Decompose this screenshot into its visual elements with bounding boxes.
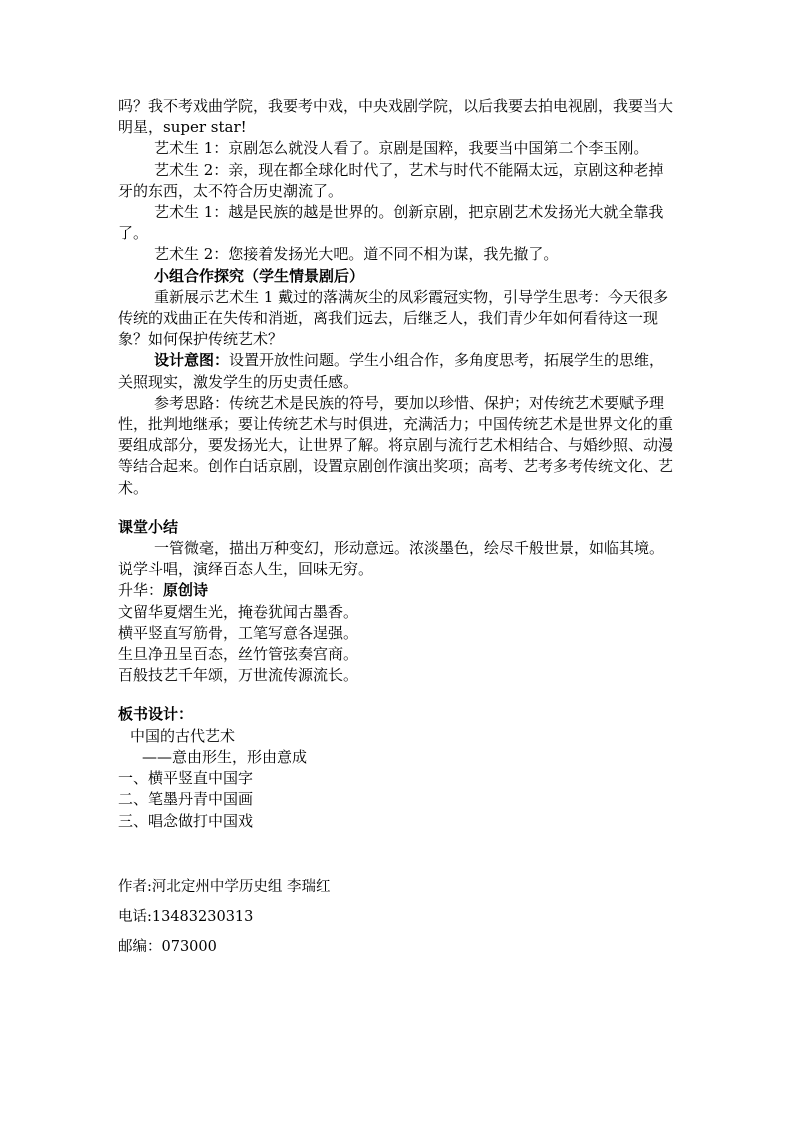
group-inquiry-heading: 小组合作探究（学生情景剧后） [154, 266, 365, 285]
group-inquiry-body: 重新展示艺术生 1 戴过的落满灰尘的凤彩霞冠实物，引导学生思考：今天很多传统的戏曲正在失传和消逝，离我们远去，后继乏人，我们青少年如何看待这一现象？如何保护传统艺术？ [118, 287, 669, 349]
dialogue-student1-a: 艺术生 1：京剧怎么就没人看了。京剧是国粹，我要当中国第二个李玉刚。 [154, 139, 649, 158]
spacer [118, 686, 678, 704]
original-poem-label: 原创诗 [163, 581, 209, 600]
dialogue-student2-a: 艺术生 2：亲，现在都全球化时代了，艺术与时代不能隔太远，京剧这种老掉牙的东西，太不符合历史潮流了。 [118, 160, 664, 200]
board-title: 中国的古代艺术 [130, 726, 236, 745]
upgrade-prefix: 升华： [118, 581, 164, 600]
author-line: 作者:河北定州中学历史组 李瑞红 [118, 878, 331, 895]
design-intent-text: 设置开放性问题。学生小组合作，多角度思考，拓展学生的思维，关照现实，激发学生的历史责任感。 [118, 351, 665, 391]
board-subtitle: ——意由形生，形由意成 [142, 747, 308, 766]
dialogue-student2-b: 艺术生 2：您接着发扬光大吧。道不同不相为谋，我先撤了。 [154, 245, 559, 264]
poem-line: 文留华夏熠生光，掩卷犹闻古墨香。 [118, 602, 359, 621]
poem-line: 横平竖直写筋骨，工笔写意各逞强。 [118, 623, 359, 642]
document-page [118, 96, 678, 962]
design-intent-paragraph [118, 350, 678, 392]
board-item: 三、唱念做打中国戏 [118, 811, 254, 830]
summary-line-1: 一管微毫，描出万种变幻，形动意远。浓淡墨色，绘尽千般世景，如临其境。 [154, 539, 665, 558]
board-item: 一、横平竖直中国字 [118, 769, 254, 788]
spacer [118, 832, 678, 872]
poem-line: 百般技艺千年颂，万世流传源流长。 [118, 666, 359, 685]
opening-continued-line: 吗？我不考戏曲学院，我要考中戏，中央戏剧学院，以后我要去拍电视剧，我要当大明星，super star! [118, 97, 674, 137]
design-intent-label: 设计意图： [154, 351, 230, 370]
board-item: 二、笔墨丹青中国画 [118, 790, 254, 809]
upgrade-line [118, 580, 678, 601]
summary-line-2: 说学斗唱，演绎百态人生，回味无穷。 [118, 560, 374, 579]
dialogue-student1-b: 艺术生 1：越是民族的越是世界的。创新京剧，把京剧艺术发扬光大就全靠我了。 [118, 203, 664, 243]
poem-line: 生旦净丑呈百态，丝竹管弦奏宫商。 [118, 645, 359, 664]
reference-ideas-paragraph: 参考思路：传统艺术是民族的符号，要加以珍惜、保护；对传统艺术要赋予理性，批判地继承；要让传统艺术与时俱进，充满活力；中国传统艺术是世界文化的重要组成部分，要发扬光大，让世界了解。将京剧与流行艺术相结合、与婚纱照、动漫等结合起来。创作白话京剧，设置京剧创作演出奖项；高考、艺考多考传统文化、艺术。 [118, 393, 674, 497]
summary-heading: 课堂小结 [118, 517, 179, 536]
postcode-line: 邮编：073000 [118, 938, 217, 955]
board-design-heading: 板书设计： [118, 705, 194, 724]
spacer [118, 499, 678, 517]
phone-line: 电话:13483230313 [118, 908, 254, 925]
